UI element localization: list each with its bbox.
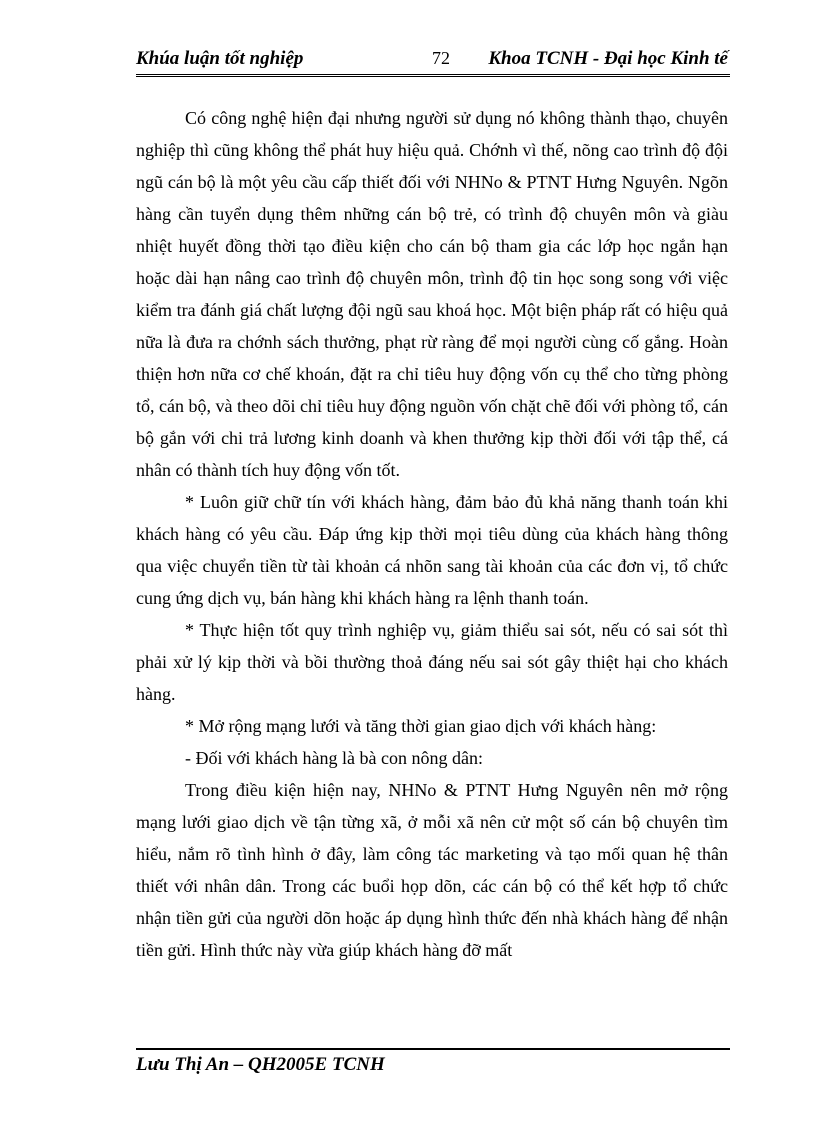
header-thesis-title: Khúa luận tốt nghiệp — [136, 48, 304, 69]
footer-divider — [136, 1048, 730, 1050]
header-divider — [136, 74, 730, 77]
page-header — [136, 46, 730, 76]
paragraph-staff-training: Có công nghệ hiện đại nhưng người sử dụng nó không thành thạo, chuyên nghiệp thì cũng không thể phát huy hiệu quả. Chớnh vì thế, nõng cao trình độ đội ngũ cán bộ là một yêu cầu cấp thiết đối với NHNo & PTNT Hưng Nguyên. Ngõn hàng cần tuyển dụng thêm những cán bộ trẻ, có trình độ chuyên môn và giàu nhiệt huyết đồng thời tạo điều kiện cho cán bộ tham gia các lớp học ngắn hạn hoặc dài hạn nâng cao trình độ chuyên môn, trình độ tin học song song với việc kiểm tra đánh giá chất lượng đội ngũ sau khoá học. Một biện pháp rất có hiệu quả nữa là đưa ra chớnh sách thưởng, phạt rừ ràng để mọi người cùng cố gắng. Hoàn thiện hơn nữa cơ chế khoán, đặt ra chỉ tiêu huy động vốn cụ thể cho từng phòng tổ, cán bộ, và theo dõi chỉ tiêu huy động nguồn vốn chặt chẽ đối với phòng tổ, cán bộ gắn với chi trả lương kinh doanh và khen thưởng kịp thời đối với tập thể, cá nhân có thành tích huy động vốn tốt. — [136, 108, 728, 480]
paragraph-process-quality: * Thực hiện tốt quy trình nghiệp vụ, giảm thiểu sai sót, nếu có sai sót thì phải xử lý kịp thời và bồi thường thoả đáng nếu sai sót gây thiệt hại cho khách hàng. — [136, 620, 728, 704]
paragraph-network-expansion: * Mở rộng mạng lưới và tăng thời gian giao dịch với khách hàng: — [185, 716, 657, 736]
page-footer: Lưu Thị An – QH2005E TCNH — [136, 1054, 385, 1075]
paragraph-customer-trust: * Luôn giữ chữ tín với khách hàng, đảm bảo đủ khả năng thanh toán khi khách hàng có yêu cầu. Đáp ứng kịp thời mọi tiêu dùng của khách hàng thông qua việc chuyển tiền từ tài khoản cá nhõn sang tài khoản của các đơn vị, tổ chức cung ứng dịch vụ, bán hàng khi khách hàng ra lệnh thanh toán. — [136, 492, 728, 608]
paragraph-farmer-customers: - Đối với khách hàng là bà con nông dân: — [185, 748, 483, 768]
paragraph-branch-network: Trong điều kiện hiện nay, NHNo & PTNT Hưng Nguyên nên mở rộng mạng lưới giao dịch về tận từng xã, ở mỗi xã nên cử một số cán bộ chuyên tìm hiểu, nắm rõ tình hình ở đây, làm công tác marketing và tạo mối quan hệ thân thiết với nhân dân. Trong các buổi họp dõn, các cán bộ có thể kết hợp tổ chức nhận tiền gửi của người dõn hoặc áp dụng hình thức đến nhà khách hàng để nhận tiền gửi. Hình thức này vừa giúp khách hàng đỡ mất — [136, 780, 728, 960]
page-number: 72 — [432, 48, 450, 68]
header-faculty: Khoa TCNH - Đại học Kinh tế — [488, 48, 728, 69]
body-text — [136, 102, 728, 966]
